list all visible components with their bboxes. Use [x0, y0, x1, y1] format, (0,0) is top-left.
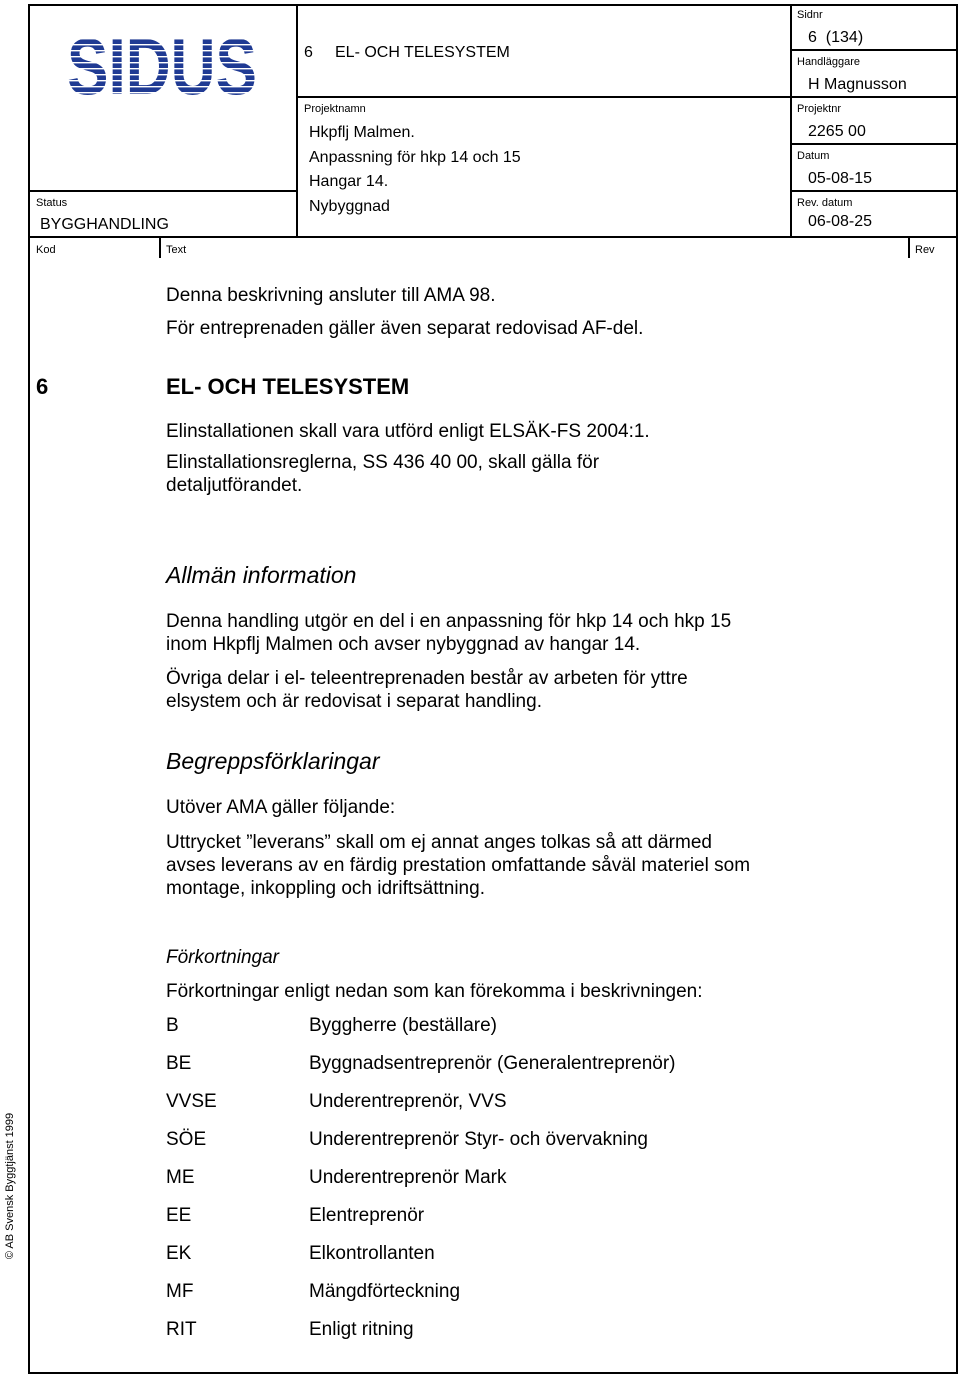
begrepp-heading: Begreppsförklaringar	[166, 748, 380, 774]
handlaggare-value: H Magnusson	[808, 76, 907, 93]
section-paragraph: Elinstallationen skall vara utförd enligt ELSÄK-FS 2004:1.	[166, 421, 650, 442]
allman-paragraph: Övriga delar i el- teleentreprenaden består av arbeten för yttre	[166, 668, 688, 689]
projektnamn-line: Hkpflj Malmen.	[309, 124, 415, 141]
header-divider	[790, 143, 958, 145]
intro-line: För entreprenaden gäller även separat redovisad AF-del.	[166, 318, 644, 339]
header-divider	[790, 4, 792, 237]
abbr-desc: Byggherre (beställare)	[309, 1015, 497, 1036]
sidus-logo	[66, 28, 258, 100]
header-divider	[296, 4, 298, 237]
abbr-code: B	[166, 1015, 179, 1036]
header-chapter-number: 6	[304, 44, 313, 61]
revdatum-label: Rev. datum	[797, 197, 853, 209]
section-paragraph: detaljutförandet.	[166, 475, 303, 496]
forkort-heading: Förkortningar	[166, 947, 279, 968]
allman-heading: Allmän information	[166, 562, 357, 588]
header-divider	[790, 190, 958, 192]
abbr-desc: Mängdförteckning	[309, 1281, 461, 1302]
column-divider	[908, 236, 910, 258]
datum-value: 05-08-15	[808, 170, 873, 187]
header-chapter-title: EL- OCH TELESYSTEM	[335, 44, 510, 61]
section-paragraph: Elinstallationsreglerna, SS 436 40 00, skall gälla för	[166, 452, 600, 473]
forkort-intro: Förkortningar enligt nedan som kan förekomma i beskrivningen:	[166, 981, 703, 1002]
header-divider	[296, 96, 958, 98]
abbr-code: RIT	[166, 1319, 197, 1340]
begrepp-paragraph: Uttrycket ”leverans” skall om ej annat anges tolkas så att därmed	[166, 832, 712, 853]
column-divider	[159, 236, 161, 258]
intro-line: Denna beskrivning ansluter till AMA 98.	[166, 285, 496, 306]
abbr-code: SÖE	[166, 1129, 207, 1150]
allman-paragraph: inom Hkpflj Malmen och avser nybyggnad av hangar 14.	[166, 634, 641, 655]
projektnr-value: 2265 00	[808, 123, 866, 140]
header-divider	[790, 49, 958, 51]
allman-paragraph: Denna handling utgör en del i en anpassning för hkp 14 och hkp 15	[166, 611, 732, 632]
abbr-desc: Underentreprenör Styr- och övervakning	[309, 1129, 649, 1150]
col-text-label: Text	[166, 244, 187, 256]
abbr-code: BE	[166, 1053, 192, 1074]
header-divider	[28, 236, 958, 238]
abbr-code: VVSE	[166, 1091, 217, 1112]
header-divider	[28, 190, 296, 192]
abbr-code: ME	[166, 1167, 195, 1188]
projektnamn-line: Hangar 14.	[309, 173, 389, 190]
copyright-notice: © AB Svensk Byggtjänst 1999	[4, 1112, 16, 1260]
projektnamn-label: Projektnamn	[304, 103, 366, 115]
datum-label: Datum	[797, 150, 830, 162]
handlaggare-label: Handläggare	[797, 56, 860, 68]
projektnamn-line: Nybyggnad	[309, 198, 390, 215]
allman-paragraph: elsystem och är redovisat i separat handling.	[166, 691, 542, 712]
projektnr-label: Projektnr	[797, 103, 842, 115]
sidnr-value: 6 (134)	[808, 29, 864, 46]
abbr-code: EK	[166, 1243, 192, 1264]
abbr-code: EE	[166, 1205, 192, 1226]
section-title: EL- OCH TELESYSTEM	[166, 374, 410, 399]
begrepp-paragraph: montage, inkoppling och idriftsättning.	[166, 878, 485, 899]
status-label: Status	[36, 197, 68, 209]
begrepp-paragraph: avses leverans av en färdig prestation omfattande såväl materiel som	[166, 855, 751, 876]
abbr-desc: Byggnadsentreprenör (Generalentreprenör)	[309, 1053, 676, 1074]
abbr-desc: Elkontrollanten	[309, 1243, 435, 1264]
abbr-desc: Enligt ritning	[309, 1319, 414, 1340]
abbr-desc: Underentreprenör, VVS	[309, 1091, 507, 1112]
abbr-desc: Elentreprenör	[309, 1205, 425, 1226]
section-number: 6	[36, 374, 49, 399]
abbr-desc: Underentreprenör Mark	[309, 1167, 507, 1188]
status-value: BYGGHANDLING	[40, 216, 169, 233]
abbr-code: MF	[166, 1281, 194, 1302]
revdatum-value: 06-08-25	[808, 213, 873, 230]
sidnr-label: Sidnr	[797, 9, 823, 21]
projektnamn-line: Anpassning för hkp 14 och 15	[309, 149, 521, 166]
col-kod-label: Kod	[36, 244, 56, 256]
begrepp-paragraph: Utöver AMA gäller följande:	[166, 797, 396, 818]
col-rev-label: Rev	[915, 244, 935, 256]
svg-text:SIDUS: SIDUS	[67, 28, 257, 100]
